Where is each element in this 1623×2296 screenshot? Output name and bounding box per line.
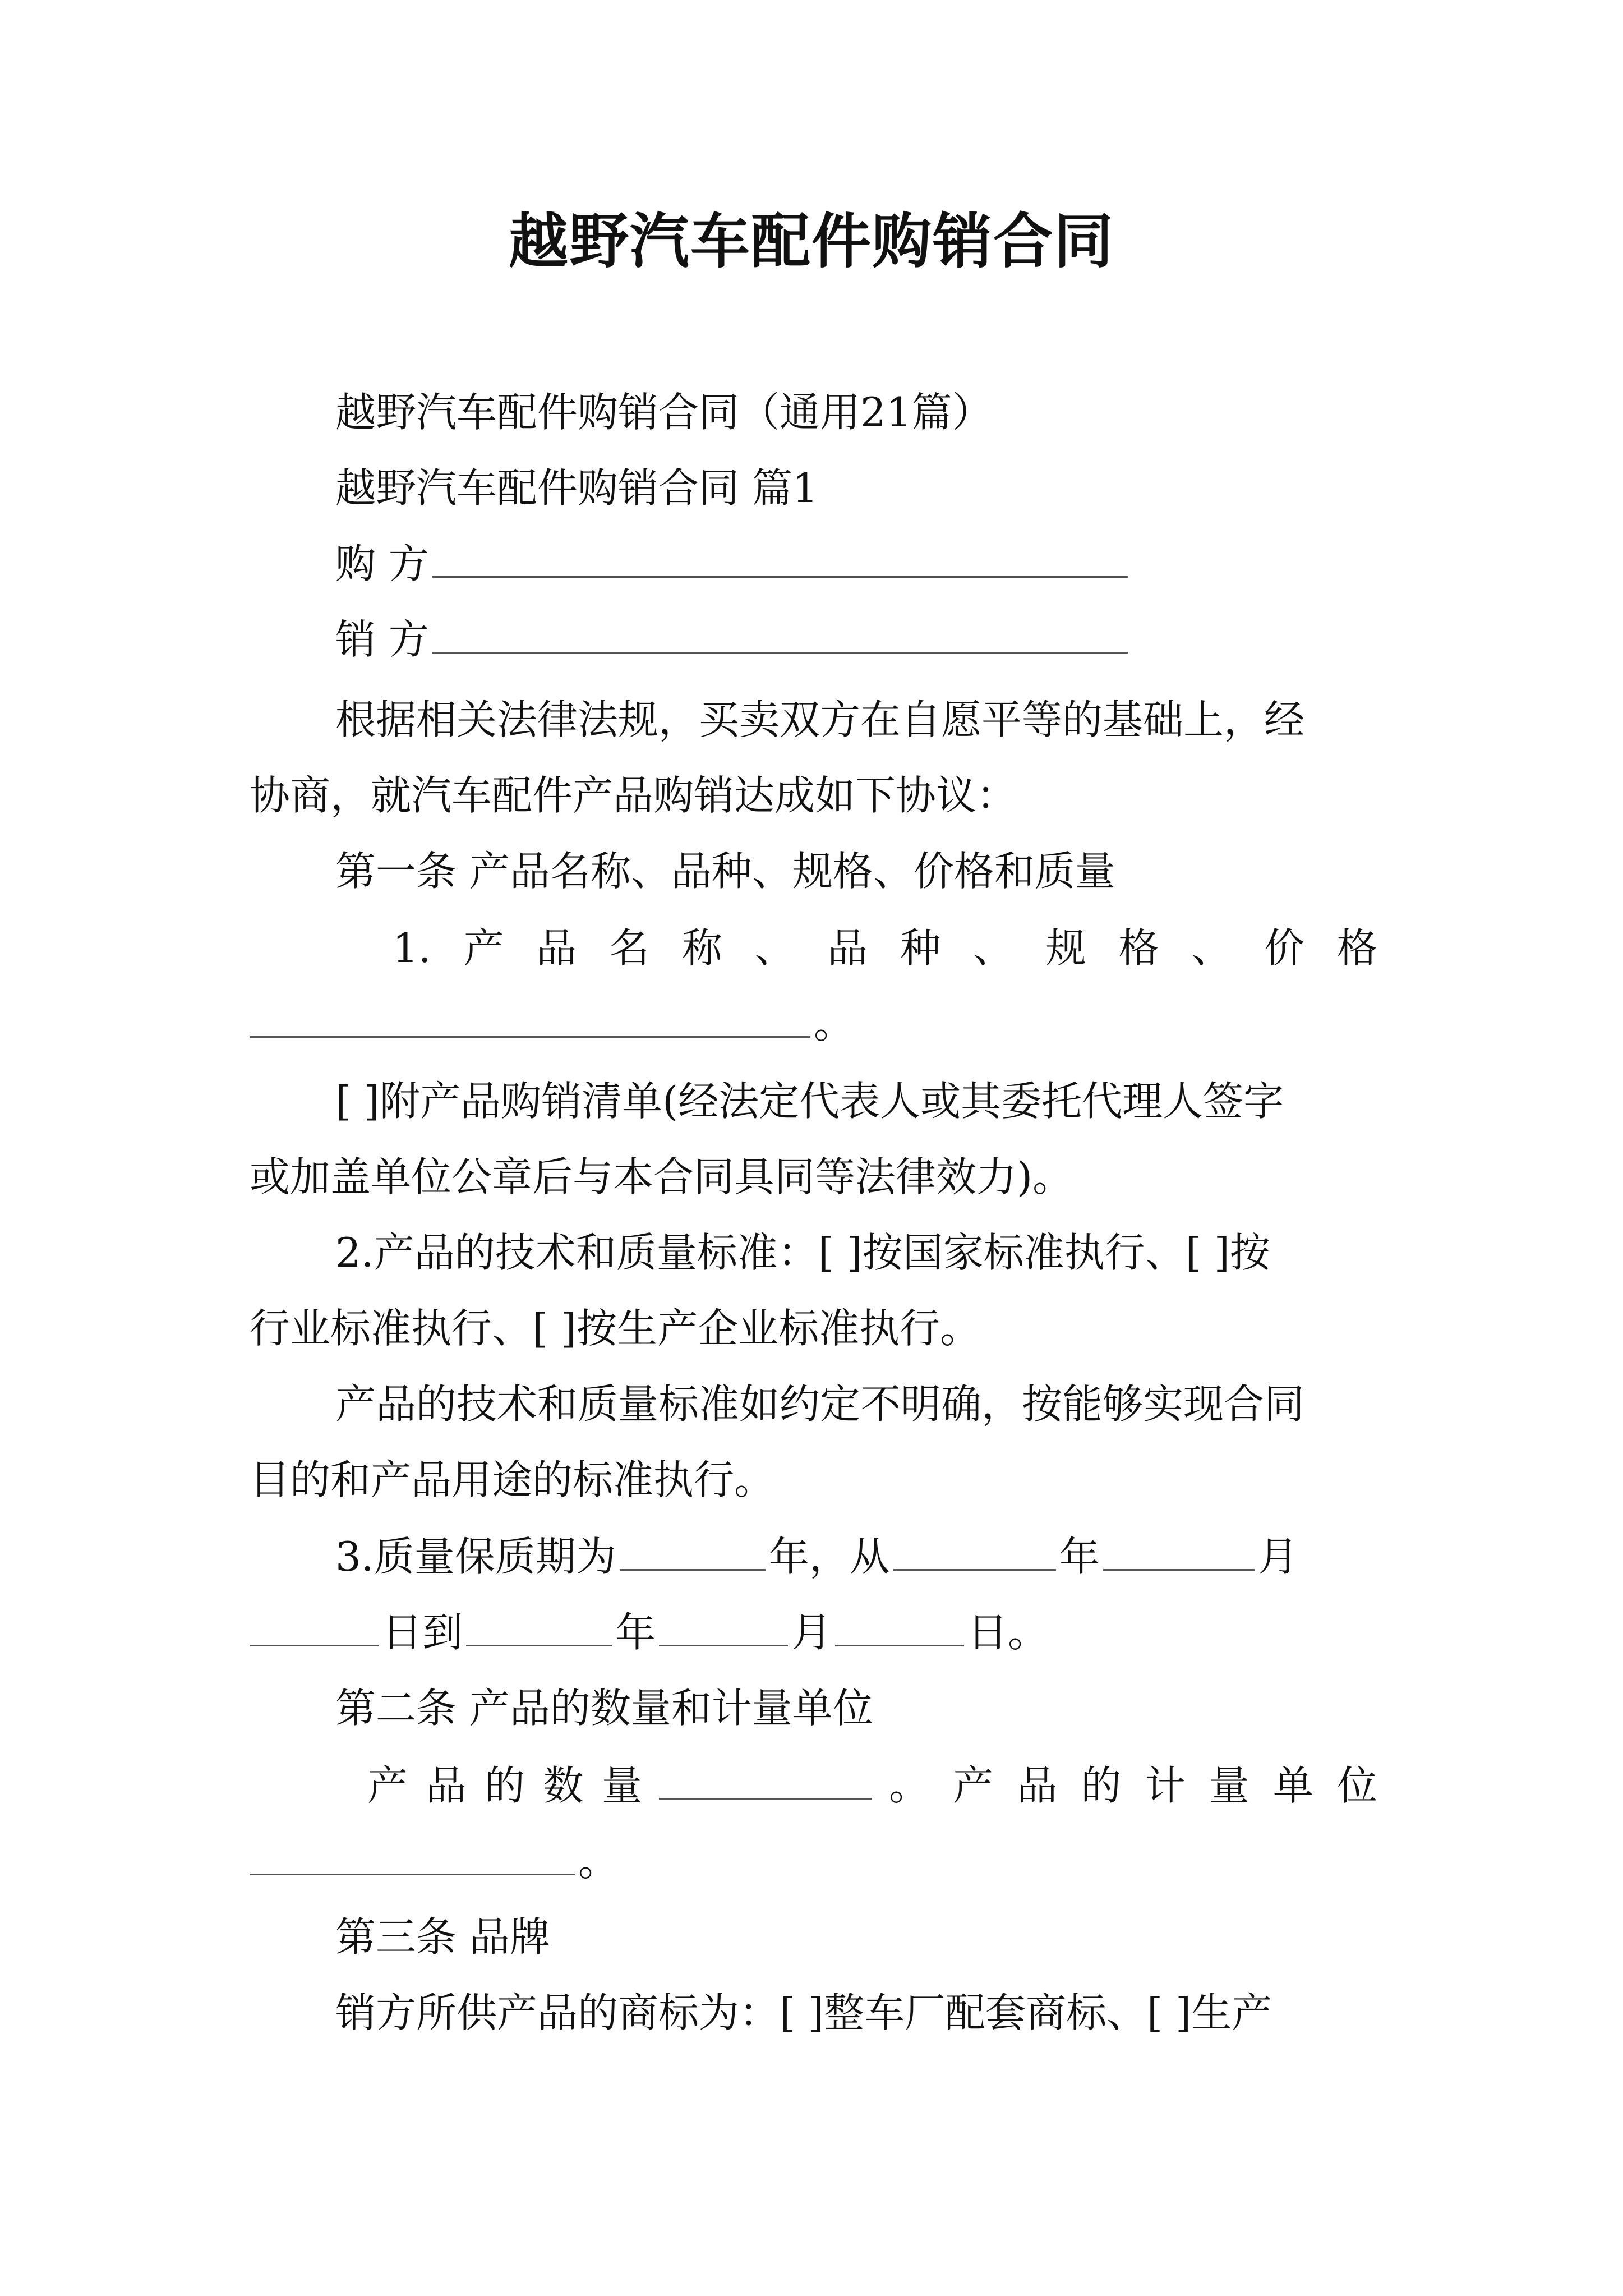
quantity-word: 计 — [1145, 1762, 1186, 1809]
item-1-word: 格 — [1118, 924, 1159, 972]
item-1-word: 品 — [827, 924, 868, 972]
paragraph-line: 行业标准执行、[ ]按生产企业标准执行。 — [250, 1305, 981, 1352]
quantity-blank — [659, 1759, 872, 1800]
item-3-text: 年，从 — [768, 1533, 890, 1580]
item-1-word: 称 — [681, 924, 722, 972]
item-3-text: 日。 — [967, 1609, 1049, 1656]
paragraph-line: 或加盖单位公章后与本合同具同等法律效力)。 — [250, 1153, 1073, 1200]
item-3-text: 日到 — [382, 1609, 463, 1656]
item-1-word: 名 — [609, 924, 650, 972]
seller-label: 销 方 — [335, 616, 429, 663]
item-1-blank — [250, 997, 810, 1038]
paragraph-line: 根据相关法律法规，买卖双方在自愿平等的基础上，经 — [335, 696, 1305, 743]
paragraph-line: 销方所供产品的商标为：[ ]整车厂配套商标、[ ]生产 — [335, 1989, 1272, 2036]
item-1-word: 1. — [393, 924, 431, 972]
item-3-line — [335, 1526, 1298, 1588]
quantity-word: 位 — [1336, 1762, 1377, 1809]
document-title: 越野汽车配件购销合同 — [509, 206, 1114, 276]
item-1-word: 产 — [463, 924, 504, 972]
quantity-word: 的 — [484, 1762, 525, 1809]
buyer-label: 购 方 — [335, 540, 429, 587]
seller-blank — [432, 613, 1128, 654]
paragraph-line: 2.产品的技术和质量标准：[ ]按国家标准执行、[ ]按 — [335, 1229, 1270, 1276]
item-1-word: 、 — [754, 924, 795, 972]
quantity-word: 量 — [1209, 1762, 1249, 1809]
quantity-word: 的 — [1081, 1762, 1122, 1809]
item-3-text: 年 — [615, 1609, 656, 1656]
item-1-continuation — [250, 993, 854, 1055]
paragraph-line: 协商，就汽车配件产品购销达成如下协议： — [250, 772, 1017, 819]
item-1-word: 格 — [1336, 924, 1377, 972]
item-1-end: 。 — [814, 1000, 855, 1047]
quantity-continuation — [250, 1830, 619, 1892]
buyer-line — [335, 533, 1131, 595]
end-day-blank — [835, 1605, 964, 1646]
quantity-word: 品 — [1017, 1762, 1058, 1809]
start-year-blank — [893, 1530, 1056, 1571]
item-3-text: 月 — [791, 1609, 832, 1656]
quantity-word: 。 — [889, 1762, 930, 1809]
start-day-blank — [250, 1605, 379, 1646]
item-3-continuation — [250, 1602, 1048, 1663]
quantity-word: 产 — [367, 1762, 408, 1809]
article-heading: 第二条 产品的数量和计量单位 — [335, 1685, 873, 1732]
section-heading: 越野汽车配件购销合同 篇1 — [335, 464, 818, 512]
quantity-word: 量 — [601, 1762, 642, 1809]
seller-line — [335, 609, 1131, 670]
article-heading: 第一条 产品名称、品种、规格、价格和质量 — [335, 848, 1115, 895]
subtitle-line: 越野汽车配件购销合同（通用21篇） — [335, 389, 993, 436]
end-year-blank — [466, 1605, 612, 1646]
item-1-word: 规 — [1045, 924, 1086, 972]
item-3-text: 月 — [1257, 1533, 1298, 1580]
start-month-blank — [1103, 1530, 1255, 1571]
item-1-word: 价 — [1264, 924, 1305, 972]
article-heading: 第三条 品牌 — [335, 1913, 550, 1961]
quantity-word: 品 — [426, 1762, 467, 1809]
item-3-text: 年 — [1059, 1533, 1100, 1580]
warranty-years-blank — [620, 1530, 766, 1571]
paragraph-line: 目的和产品用途的标准执行。 — [250, 1456, 775, 1503]
unit-blank — [250, 1834, 575, 1875]
paragraph-line: 产品的技术和质量标准如约定不明确，按能够实现合同 — [335, 1381, 1305, 1428]
item-1-line — [393, 917, 1377, 979]
quantity-word: 单 — [1272, 1762, 1313, 1809]
item-1-word: 、 — [972, 924, 1013, 972]
quantity-word: 数 — [543, 1762, 584, 1809]
item-1-word: 品 — [536, 924, 577, 972]
item-3-text: 3.质量保质期为 — [335, 1533, 616, 1580]
paragraph-line: [ ]附产品购销清单(经法定代表人或其委托代理人签字 — [335, 1078, 1284, 1125]
buyer-blank — [432, 537, 1128, 578]
quantity-word: 产 — [953, 1762, 994, 1809]
item-1-word: 、 — [1191, 924, 1232, 972]
quantity-line — [367, 1755, 1377, 1816]
item-1-word: 种 — [900, 924, 941, 972]
quantity-end: 。 — [578, 1838, 619, 1885]
end-month-blank — [659, 1605, 788, 1646]
